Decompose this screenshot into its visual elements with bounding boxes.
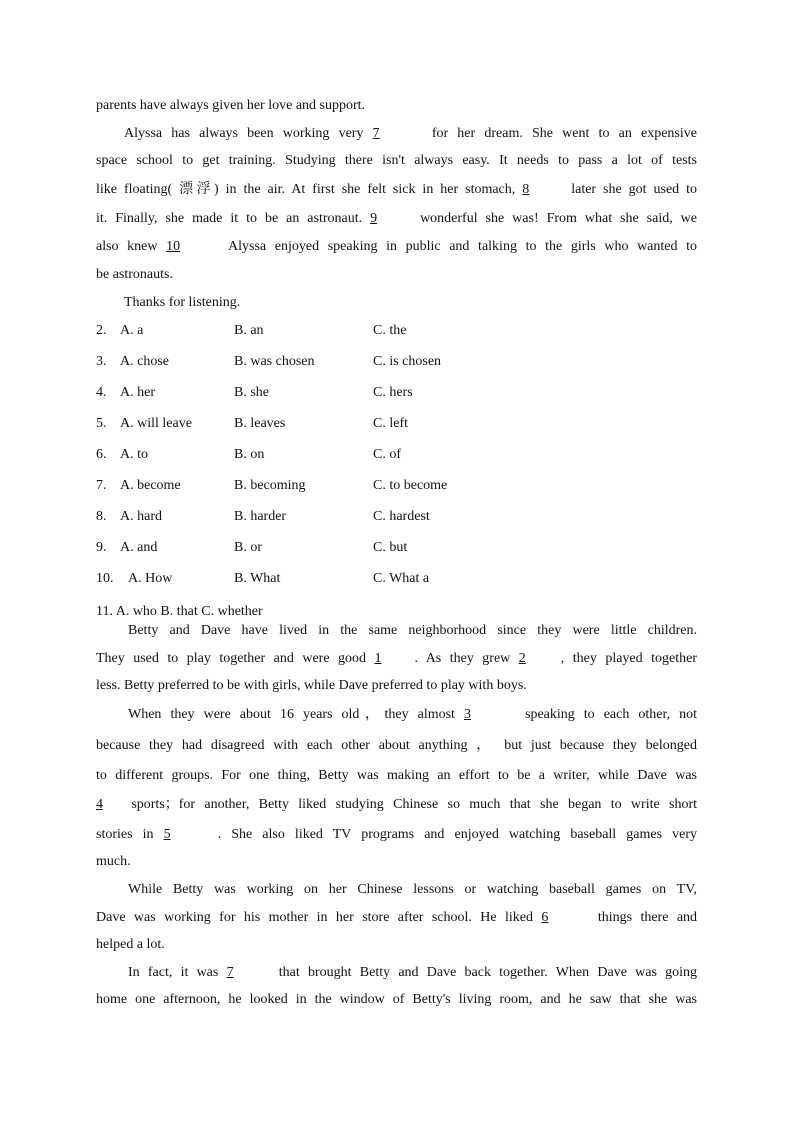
passage2-line (96, 909, 697, 927)
option-a: A. become (120, 478, 181, 493)
text-segment: , they played together (560, 651, 697, 666)
passage1-line (96, 210, 697, 228)
option-c: C. What a (373, 571, 430, 586)
option-a: A. chose (120, 354, 169, 369)
passage2-line (128, 964, 697, 982)
passage2-line: Betty and Dave have lived in the same neighborhood since they were little children. (128, 623, 697, 638)
passage2-line (96, 826, 697, 844)
text-segment: stories in (96, 827, 154, 842)
passage1-line: parents have always given her love and support. (96, 98, 366, 113)
option-c: C. is chosen (373, 354, 442, 369)
passage2-line: to different groups. For one thing, Betty was making an effort to be a writer, while Dave was (96, 768, 697, 783)
question-11: 11. A. who B. that C. whether (96, 604, 263, 619)
option-b: B. becoming (234, 478, 306, 493)
passage2-line: less. Betty preferred to be with girls, while Dave preferred to play with boys. (96, 678, 527, 693)
option-a: A. to (120, 447, 148, 462)
option-b: B. an (234, 323, 264, 338)
blank-5: 5 (163, 827, 171, 842)
passage2-line: While Betty was working on her Chinese lessons or watching baseball games on TV, (128, 882, 697, 897)
option-b: B. she (234, 385, 269, 400)
option-number: 3. (96, 354, 107, 369)
text-segment: . As they grew (414, 651, 511, 666)
option-number: 5. (96, 416, 107, 431)
text-segment: things there and (597, 910, 697, 925)
passage2-line: much. (96, 854, 131, 869)
option-number: 4. (96, 385, 107, 400)
option-a: A. How (128, 571, 173, 586)
passage1-line (96, 181, 697, 199)
text-segment: speaking to each other, not (525, 707, 697, 722)
option-c: C. hardest (373, 509, 430, 524)
option-c: C. to become (373, 478, 448, 493)
text-segment: In fact, it was (128, 965, 219, 980)
blank-7b: 7 (226, 965, 234, 980)
text-segment: Alyssa enjoyed speaking in public and talking to the girls who wanted to (228, 239, 697, 254)
blank-9: 9 (370, 211, 378, 226)
blank-10: 10 (166, 239, 181, 254)
option-a: A. a (120, 323, 144, 338)
text-segment: When they were about 16 years old，they almost (128, 707, 455, 722)
blank-2: 2 (518, 651, 526, 666)
blank-6: 6 (541, 910, 549, 925)
text-segment: They used to play together and were good (96, 651, 367, 666)
blank-7: 7 (372, 126, 380, 141)
option-b: B. or (234, 540, 262, 555)
option-b: B. harder (234, 509, 287, 524)
text-segment: also knew (96, 239, 158, 254)
text-segment: . She also liked TV programs and enjoyed watching baseball games very (217, 827, 697, 842)
passage2-line: helped a lot. (96, 937, 165, 952)
text-segment: that brought Betty and Dave back together. When Dave was going (278, 965, 697, 980)
text-segment: wonderful she was! From what she said, we (420, 211, 697, 226)
passage1-line: space school to get training. Studying there isn't always easy. It needs to pass a lot of tests (96, 153, 697, 168)
option-a: A. her (120, 385, 155, 400)
blank-8: 8 (522, 182, 530, 197)
passage1-line (96, 238, 697, 256)
option-number: 10. (96, 571, 114, 586)
passage2-line: home one afternoon, he looked in the window of Betty's living room, and he saw that she was (96, 992, 697, 1007)
option-number: 2. (96, 323, 107, 338)
option-b: B. leaves (234, 416, 286, 431)
passage2-line (96, 650, 697, 668)
option-a: A. and (120, 540, 158, 555)
option-b: B. was chosen (234, 354, 315, 369)
text-segment: it. Finally, she made it to be an astronaut. (96, 211, 363, 226)
option-number: 7. (96, 478, 107, 493)
option-b: B. on (234, 447, 265, 462)
blank-3: 3 (463, 707, 471, 722)
option-c: C. left (373, 416, 408, 431)
option-c: C. of (373, 447, 401, 462)
option-number: 9. (96, 540, 107, 555)
option-c: C. but (373, 540, 408, 555)
option-number: 6. (96, 447, 107, 462)
passage2-line: because they had disagreed with each other about anything ， but just because they belonged (96, 738, 697, 753)
passage1-line (124, 125, 697, 143)
option-a: A. hard (120, 509, 162, 524)
text-segment: Alyssa has always been working very (124, 126, 364, 141)
text-segment: Dave was working for his mother in her store after school. He liked (96, 910, 534, 925)
option-c: C. the (373, 323, 407, 338)
option-number: 8. (96, 509, 107, 524)
passage2-line (96, 796, 697, 814)
blank-4: 4 (96, 797, 103, 812)
text-segment: like floating( 漂浮) in the air. At first she felt sick in her stomach, (96, 182, 516, 197)
text-segment: for her dream. She went to an expensive (431, 126, 697, 141)
option-a: A. will leave (120, 416, 192, 431)
text-segment: later she got used to (571, 182, 697, 197)
option-c: C. hers (373, 385, 413, 400)
text-segment: sports；for another, Betty liked studying Chinese so much that she began to write short (131, 797, 697, 812)
blank-1: 1 (374, 651, 382, 666)
passage1-line: Thanks for listening. (124, 295, 241, 310)
passage2-line (128, 706, 697, 724)
option-b: B. What (234, 571, 281, 586)
passage1-line: be astronauts. (96, 267, 173, 282)
